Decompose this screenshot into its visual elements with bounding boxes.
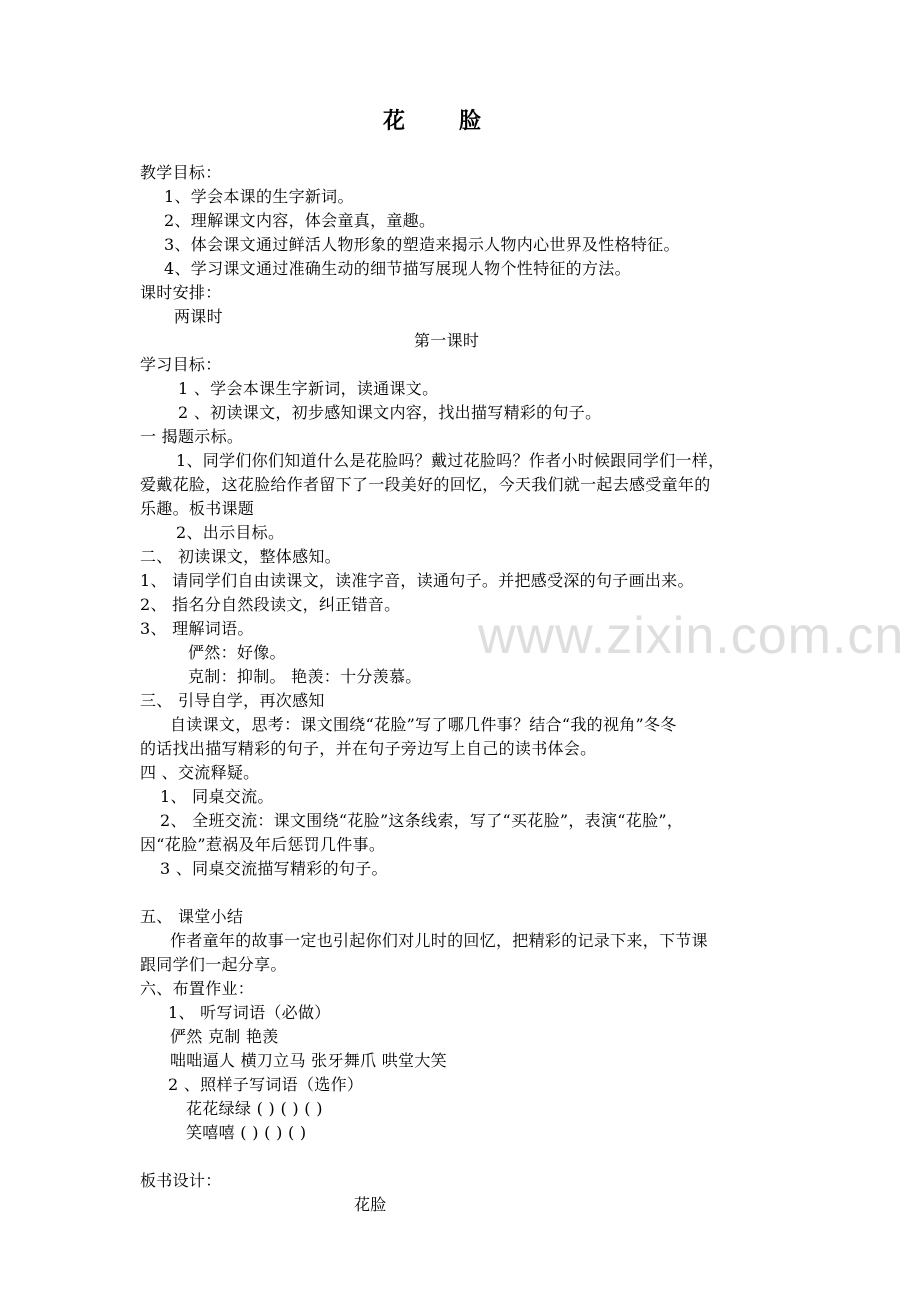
list-item: 1 、学会本课生字新词，读通课文。 xyxy=(178,379,439,398)
paragraph-line: 乐趣。板书课题 xyxy=(140,499,255,518)
title-char-2: 脸 xyxy=(459,108,482,134)
list-item: 3 、同桌交流描写精彩的句子。 xyxy=(160,859,388,878)
list-item: 3、 理解词语。 xyxy=(140,619,254,638)
vocab-item: 克制：抑制。 艳羡：十分羡慕。 xyxy=(188,667,422,686)
section-heading: 三、 引导自学，再次感知 xyxy=(140,691,325,710)
paragraph-line: 爱戴花脸，这花脸给作者留下了一段美好的回忆，今天我们就一起去感受童年的 xyxy=(140,475,711,494)
section-heading: 二、 初读课文，整体感知。 xyxy=(140,547,341,566)
list-item: 2、 全班交流：课文围绕“花脸”这条线索，写了“买花脸”，表演“花脸”， xyxy=(160,811,684,830)
list-item: 2、出示目标。 xyxy=(176,523,285,542)
list-item: 2、理解课文内容，体会童真，童趣。 xyxy=(164,211,436,230)
section-heading: 五、 课堂小结 xyxy=(140,907,244,926)
list-item: 2 、照样子写词语（选作） xyxy=(168,1075,364,1094)
paragraph-line: 自读课文，思考：课文围绕“花脸”写了哪几件事？结合“我的视角”冬冬 xyxy=(170,715,677,734)
section-heading: 板书设计： xyxy=(140,1171,222,1190)
vocab-line: 咄咄逼人 横刀立马 张牙舞爪 哄堂大笑 xyxy=(170,1051,447,1070)
section-heading: 一 揭题示标。 xyxy=(140,427,244,446)
section-heading: 六、布置作业： xyxy=(140,979,255,998)
list-item: 3、体会课文通过鲜活人物形象的塑造来揭示人物内心世界及性格特征。 xyxy=(164,235,680,254)
list-item: 2 、初读课文，初步感知课文内容，找出描写精彩的句子。 xyxy=(178,403,602,422)
section-heading: 教学目标： xyxy=(140,163,222,182)
paragraph-line: 的话找出描写精彩的句子，并在句子旁边写上自己的读书体会。 xyxy=(140,739,597,758)
document-title xyxy=(383,106,481,136)
exercise-line: 笑嘻嘻 ( ) ( ) ( ) xyxy=(186,1123,307,1142)
paragraph-line: 跟同学们一起分享。 xyxy=(140,955,287,974)
section-heading: 四 、交流释疑。 xyxy=(140,763,260,782)
lesson-heading: 第一课时 xyxy=(414,331,480,350)
section-heading: 学习目标： xyxy=(140,355,222,374)
paragraph-line: 因“花脸”惹祸及年后惩罚几件事。 xyxy=(140,835,386,854)
list-item: 2、 指名分自然段读文，纠正错音。 xyxy=(140,595,401,614)
list-item: 4、学习课文通过准确生动的细节描写展现人物个性特征的方法。 xyxy=(164,259,631,278)
exercise-line: 花花绿绿 ( ) ( ) ( ) xyxy=(186,1099,323,1118)
vocab-line: 俨然 克制 艳羡 xyxy=(170,1027,279,1046)
title-char-1: 花 xyxy=(383,108,406,134)
paragraph-line: 作者童年的故事一定也引起你们对儿时的回忆，把精彩的记录下来，下节课 xyxy=(170,931,708,950)
section-heading: 课时安排： xyxy=(140,283,222,302)
paragraph-line: 两课时 xyxy=(174,307,223,326)
list-item: 1、 同桌交流。 xyxy=(160,787,274,806)
vocab-item: 俨然：好像。 xyxy=(188,643,286,662)
board-title: 花脸 xyxy=(354,1195,387,1214)
paragraph-line: 1、同学们你们知道什么是花脸吗？戴过花脸吗？作者小时候跟同学们一样， xyxy=(176,451,725,470)
list-item: 1、学会本课的生字新词。 xyxy=(164,187,354,206)
watermark: www.zixin.com.cn xyxy=(478,607,905,665)
list-item: 1、 听写词语（必做） xyxy=(168,1003,331,1022)
list-item: 1、 请同学们自由读课文，读准字音，读通句子。并把感受深的句子画出来。 xyxy=(140,571,694,590)
